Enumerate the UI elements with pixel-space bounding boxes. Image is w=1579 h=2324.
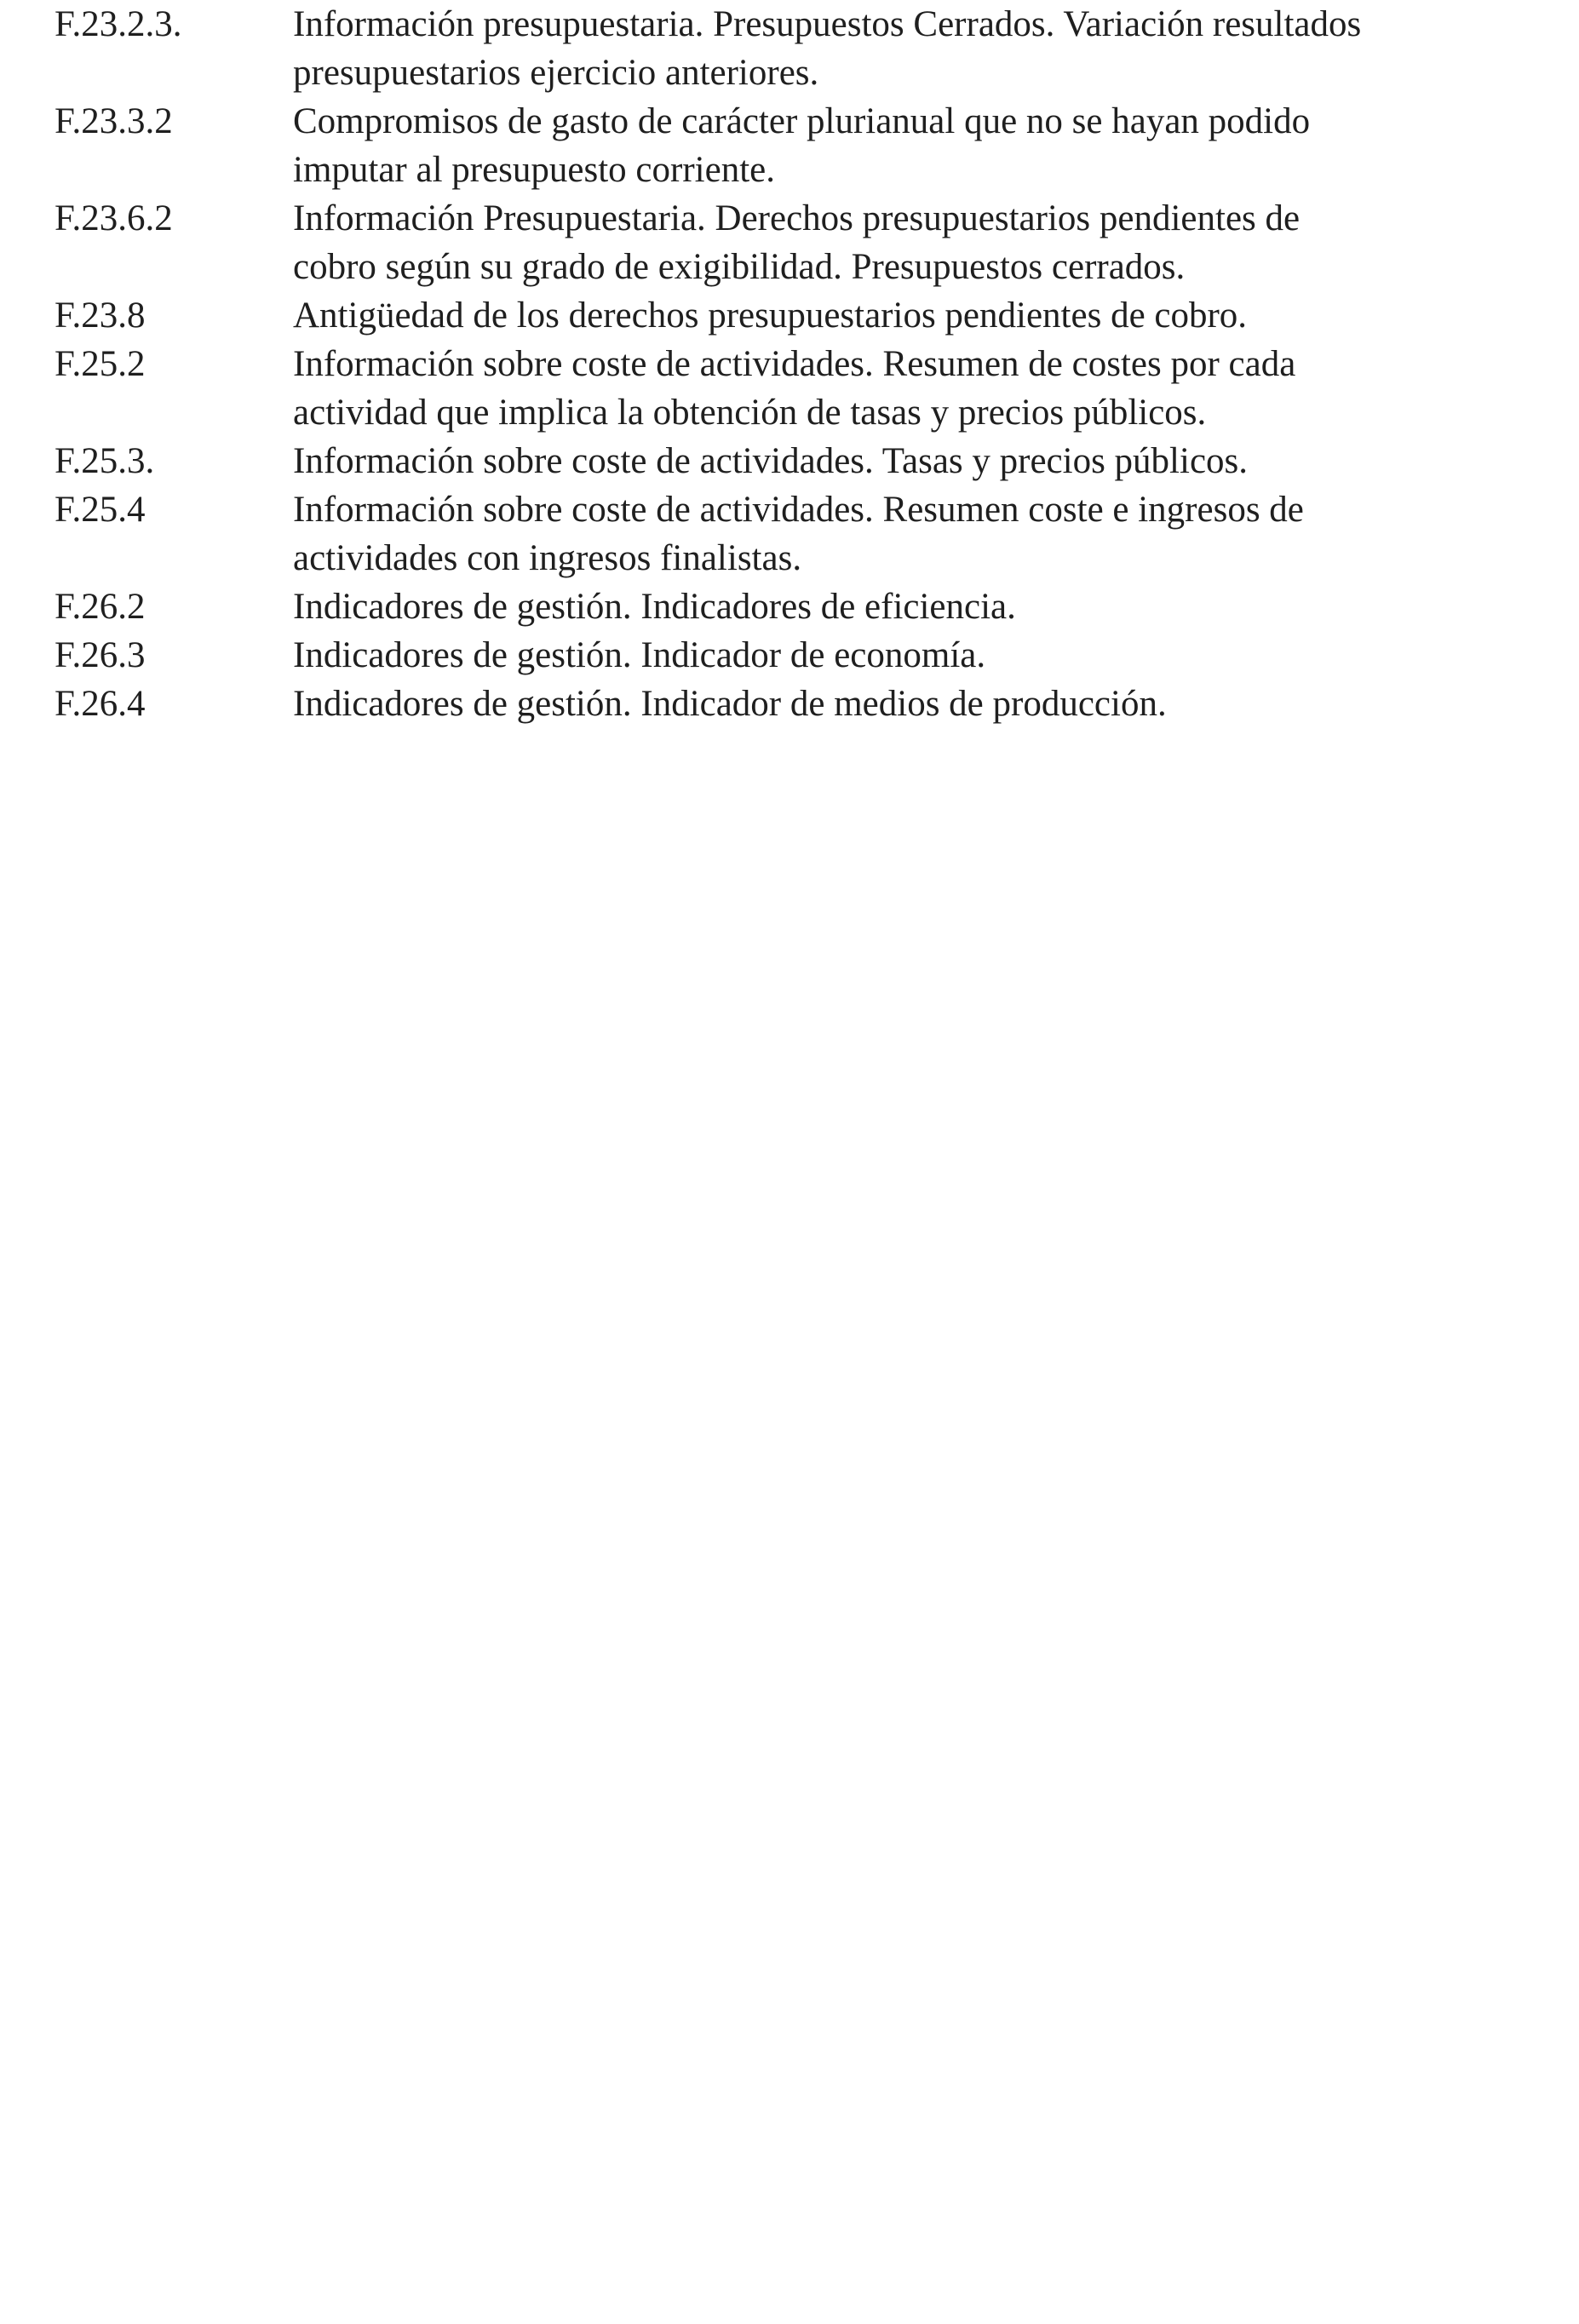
description-line: actividades con ingresos finalistas.	[293, 538, 802, 578]
form-description	[293, 0, 1536, 97]
description-line: Antigüedad de los derechos presupuestarios pendientes de cobro.	[293, 296, 1248, 336]
form-description	[293, 437, 1536, 485]
description-line: Compromisos de gasto de carácter plurianual que no se hayan podido	[293, 101, 1311, 141]
description-line: Indicadores de gestión. Indicador de medios de producción.	[293, 684, 1167, 724]
list-item	[55, 680, 1536, 728]
form-description	[293, 291, 1536, 340]
description-line: Información sobre coste de actividades. Tasas y precios públicos.	[293, 441, 1249, 481]
description-line: presupuestarios ejercicio anteriores.	[293, 53, 819, 93]
list-item	[55, 631, 1536, 680]
form-code: F.25.3.	[55, 441, 155, 481]
list-item	[55, 291, 1536, 340]
list-item	[55, 0, 1536, 97]
form-code: F.26.2	[55, 587, 146, 627]
description-line: Información sobre coste de actividades. Resumen de costes por cada	[293, 344, 1296, 384]
form-description	[293, 97, 1536, 194]
form-description	[293, 631, 1536, 680]
list-item	[55, 340, 1536, 437]
description-line: Información sobre coste de actividades. Resumen coste e ingresos de	[293, 490, 1304, 530]
form-description	[293, 582, 1536, 631]
form-code: F.23.2.3.	[55, 4, 182, 44]
form-code: F.23.8	[55, 296, 146, 336]
form-code: F.23.6.2	[55, 198, 173, 238]
form-code: F.25.2	[55, 344, 146, 384]
form-description	[293, 485, 1536, 582]
form-index-list	[55, 0, 1536, 728]
form-code: F.25.4	[55, 490, 146, 530]
list-item	[55, 194, 1536, 291]
form-code: F.23.3.2	[55, 101, 173, 141]
list-item	[55, 97, 1536, 194]
form-description	[293, 340, 1536, 437]
description-line: cobro según su grado de exigibilidad. Presupuestos cerrados.	[293, 247, 1186, 287]
description-line: Indicadores de gestión. Indicadores de eficiencia.	[293, 587, 1016, 627]
description-line: imputar al presupuesto corriente.	[293, 150, 775, 190]
form-description	[293, 194, 1536, 291]
list-item	[55, 437, 1536, 485]
description-line: Información Presupuestaria. Derechos presupuestarios pendientes de	[293, 198, 1301, 238]
description-line: Información presupuestaria. Presupuestos Cerrados. Variación resultados	[293, 4, 1362, 44]
description-line: actividad que implica la obtención de tasas y precios públicos.	[293, 393, 1207, 433]
form-description	[293, 680, 1536, 728]
form-code: F.26.3	[55, 635, 146, 675]
list-item	[55, 485, 1536, 582]
form-code: F.26.4	[55, 684, 146, 724]
description-line: Indicadores de gestión. Indicador de economía.	[293, 635, 986, 675]
list-item	[55, 582, 1536, 631]
